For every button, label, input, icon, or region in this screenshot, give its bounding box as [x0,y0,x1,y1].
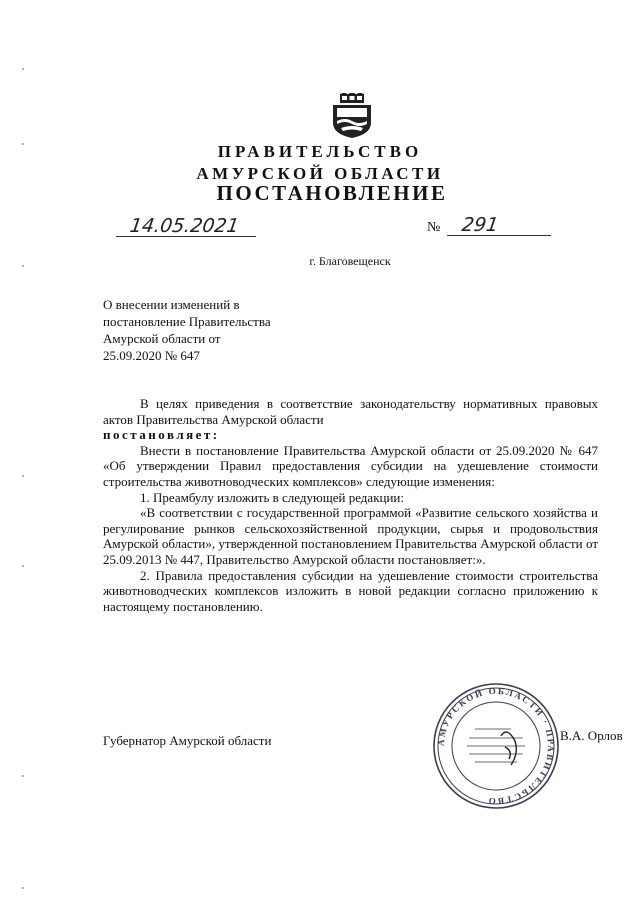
paragraph-item-2: 2. Правила предоставления субсидии на удешевление стоимости строительства животноводческих комплексов изложить в новой редакции согласно приложению к настоящему постановлению. [103,567,598,614]
document-number: 291 [460,214,500,236]
seal-ring-text: АМУРСКОЙ ОБЛАСТИ · ПРАВИТЕЛЬСТВО [435,685,557,807]
subject-line: Амурской области от [103,331,221,346]
city-line: г. Благовещенск [309,254,391,268]
intro-paragraph: В целях приведения в соответствие законодательству нормативных правовых актов Правительства Амурской области [103,396,598,427]
document-subject [103,296,363,364]
paragraph-preamble-quote: «В соответствии с государственной программой «Развитие сельского хозяйства и регулирование рынков сельскохозяйственной продукции, сырья и продовольствия Амурской области», утвержденной постановлением Правительства Амурской области от 25.09.2013 № 447, Правительство Амурской области постановляет:». [103,505,598,567]
signatory-name: В.А. Орлов [560,728,623,743]
document-type-title: ПОСТАНОВЛЕНИЕ [216,181,448,205]
number-sign: № [427,220,441,235]
scan-speck [22,68,24,70]
scan-speck [22,475,24,477]
amur-oblast-coat-of-arms-icon [331,93,373,139]
government-title-line-1: ПРАВИТЕЛЬСТВО [217,142,423,161]
paragraph-item-1: 1. Преамбулу изложить в следующей редакции: [140,489,404,505]
scan-speck [22,887,24,889]
subject-line: 25.09.2020 № 647 [103,348,200,363]
document-body [103,396,598,614]
official-round-seal-icon [431,681,561,811]
paragraph-amendment: Внести в постановление Правительства Амурской области от 25.09.2020 № 647 «Об утверждении Правил предоставления субсидии на удешевление стоимости строительства животноводческих комплексов» следующие изменения: [103,442,598,489]
subject-line: постановление Правительства [103,314,271,329]
government-title-line-2: АМУРСКОЙ ОБЛАСТИ [196,164,444,183]
scan-speck [22,775,24,777]
scan-speck [22,565,24,567]
resolves-clause: постановляет: [103,427,220,443]
signatory-position: Губернатор Амурской области [103,733,272,748]
date-underline [116,236,256,237]
number-underline [447,235,551,236]
subject-line: О внесении изменений в [103,297,240,312]
document-date: 14.05.2021 [128,215,241,237]
